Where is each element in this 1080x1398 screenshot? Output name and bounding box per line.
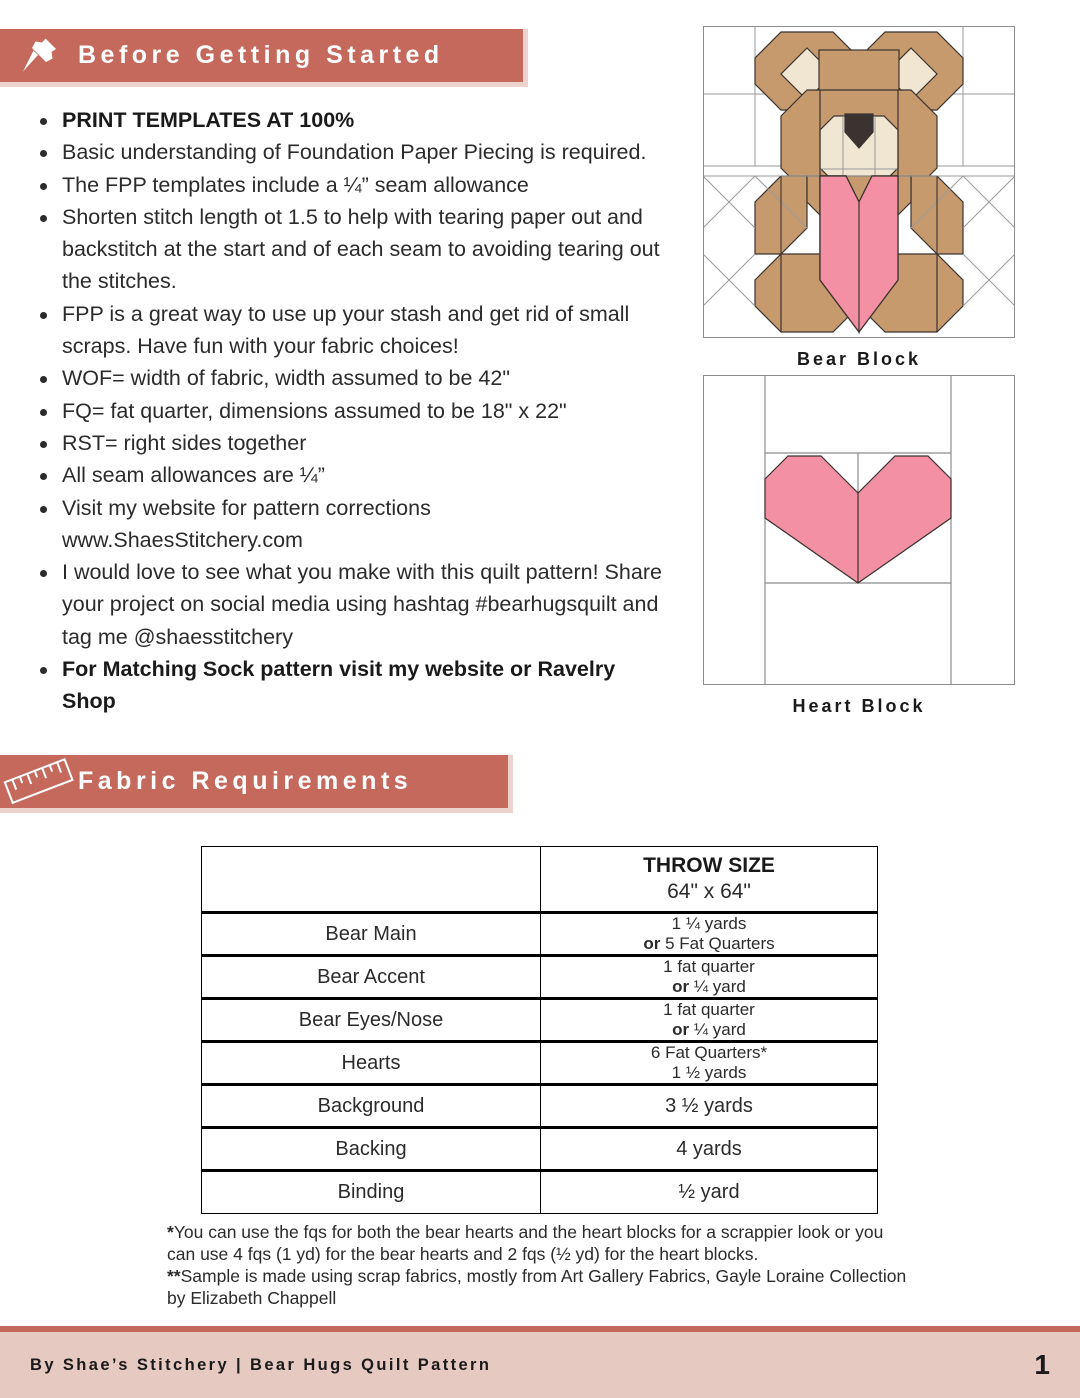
fabric-amount [541,999,878,1042]
fabric-label: Bear Accent [202,956,541,999]
list-item: For Matching Sock pattern visit my website or Ravelry Shop [62,653,670,718]
footnote-marker: * [167,1222,174,1242]
or-prefix: or [672,977,694,996]
table-row [202,1085,878,1128]
fabric-label: Backing [202,1128,541,1171]
size-name: THROW SIZE [643,854,775,877]
list-item: FPP is a great way to use up your stash and get rid of small scraps. Have fun with your fabric choices! [62,298,670,363]
fabric-amount-line [541,957,877,977]
banner-title: Fabric Requirements [78,767,413,795]
table-header-size [541,847,878,913]
list-item: WOF= width of fabric, width assumed to be 42" [62,362,670,394]
fabric-amount-line [541,914,877,934]
table-header-blank [202,847,541,913]
fabric-label: Bear Main [202,913,541,956]
list-item: The FPP templates include a ¼” seam allowance [62,169,670,201]
bear-block-diagram [703,26,1015,338]
fabric-amount: 3 ½ yards [541,1085,878,1128]
fabric-requirements-banner [0,755,513,813]
table-row [202,999,878,1042]
size-dimensions: 64" x 64" [667,880,751,903]
fabric-label: Hearts [202,1042,541,1085]
fabric-amount-text: 1 fat quarter [663,1000,755,1019]
fabric-amount-text: 5 Fat Quarters [665,934,775,953]
fabric-label: Bear Eyes/Nose [202,999,541,1042]
fabric-amount-line [541,1063,877,1083]
fabric-amount-line [541,1020,877,1040]
fabric-amount [541,956,878,999]
fabric-amount-line [541,977,877,997]
table-body [202,847,878,1214]
fabric-footnotes [167,1221,907,1309]
banner-title: Before Getting Started [78,41,444,69]
footnote [167,1265,907,1309]
list-item: I would love to see what you make with this quilt pattern! Share your project on social media using hashtag #bearhugsquilt and tag me @shaesstitchery [62,556,670,653]
footnote-text: You can use the fqs for both the bear hearts and the heart blocks for a scrappier look or you can use 4 fqs (1 yd) for the bear hearts and 2 fqs (½ yd) for the heart blocks. [167,1222,884,1264]
fabric-amount-line [541,934,877,954]
list-item: Shorten stitch length ot 1.5 to help with tearing paper out and backstitch at the start and of each seam to avoiding tearing out the stitches. [62,201,670,298]
fabric-amount-text: 1 ½ yards [671,1063,747,1082]
table-header-row [202,847,878,913]
footnote [167,1221,907,1265]
list-item: PRINT TEMPLATES AT 100% [62,104,670,136]
fabric-requirements-table [201,846,878,1214]
fabric-amount [541,1042,878,1085]
fabric-amount: ½ yard [541,1171,878,1214]
fabric-amount: 4 yards [541,1128,878,1171]
footer-credit: By Shae’s Stitchery | Bear Hugs Quilt Pattern [30,1355,492,1374]
fabric-amount-text: 1 fat quarter [663,957,755,976]
footnote-text: Sample is made using scrap fabrics, mostly from Art Gallery Fabrics, Gayle Loraine Collection by Elizabeth Chappell [167,1266,907,1308]
bear-block-caption: Bear Block [796,349,922,369]
list-item: RST= right sides together [62,427,670,459]
table-row [202,1042,878,1085]
list-item: Basic understanding of Foundation Paper Piecing is required. [62,136,670,168]
fabric-amount-text: ¼ yard [693,977,746,996]
before-getting-started-list [30,104,670,718]
or-prefix: or [672,1020,694,1039]
bear-block-figure [703,26,1015,370]
table-row [202,1128,878,1171]
heart-block-figure [703,375,1015,717]
heart-block-diagram [703,375,1015,685]
page-number: 1 [1034,1349,1050,1380]
fabric-amount-text: 1 ¼ yards [671,914,747,933]
table-row [202,913,878,956]
before-getting-started-banner [0,29,528,87]
list-item: FQ= fat quarter, dimensions assumed to be 18" x 22" [62,395,670,427]
fabric-amount-line [541,1043,877,1063]
heart-block-caption: Heart Block [792,696,926,716]
fabric-label: Binding [202,1171,541,1214]
pushpin-icon [0,27,78,85]
ruler-icon [0,753,78,811]
footnote-marker: ** [167,1266,181,1286]
or-prefix: or [643,934,666,953]
fabric-amount-line [541,1000,877,1020]
list-item: All seam allowances are ¼” [62,459,670,491]
fabric-amount-text: 6 Fat Quarters* [650,1043,768,1062]
fabric-amount [541,913,878,956]
fabric-label: Background [202,1085,541,1128]
list-item: Visit my website for pattern corrections www.ShaesStitchery.com [62,492,670,557]
table-row [202,956,878,999]
page-footer [0,1326,1080,1398]
fabric-amount-text: ¼ yard [693,1020,746,1039]
table-row [202,1171,878,1214]
